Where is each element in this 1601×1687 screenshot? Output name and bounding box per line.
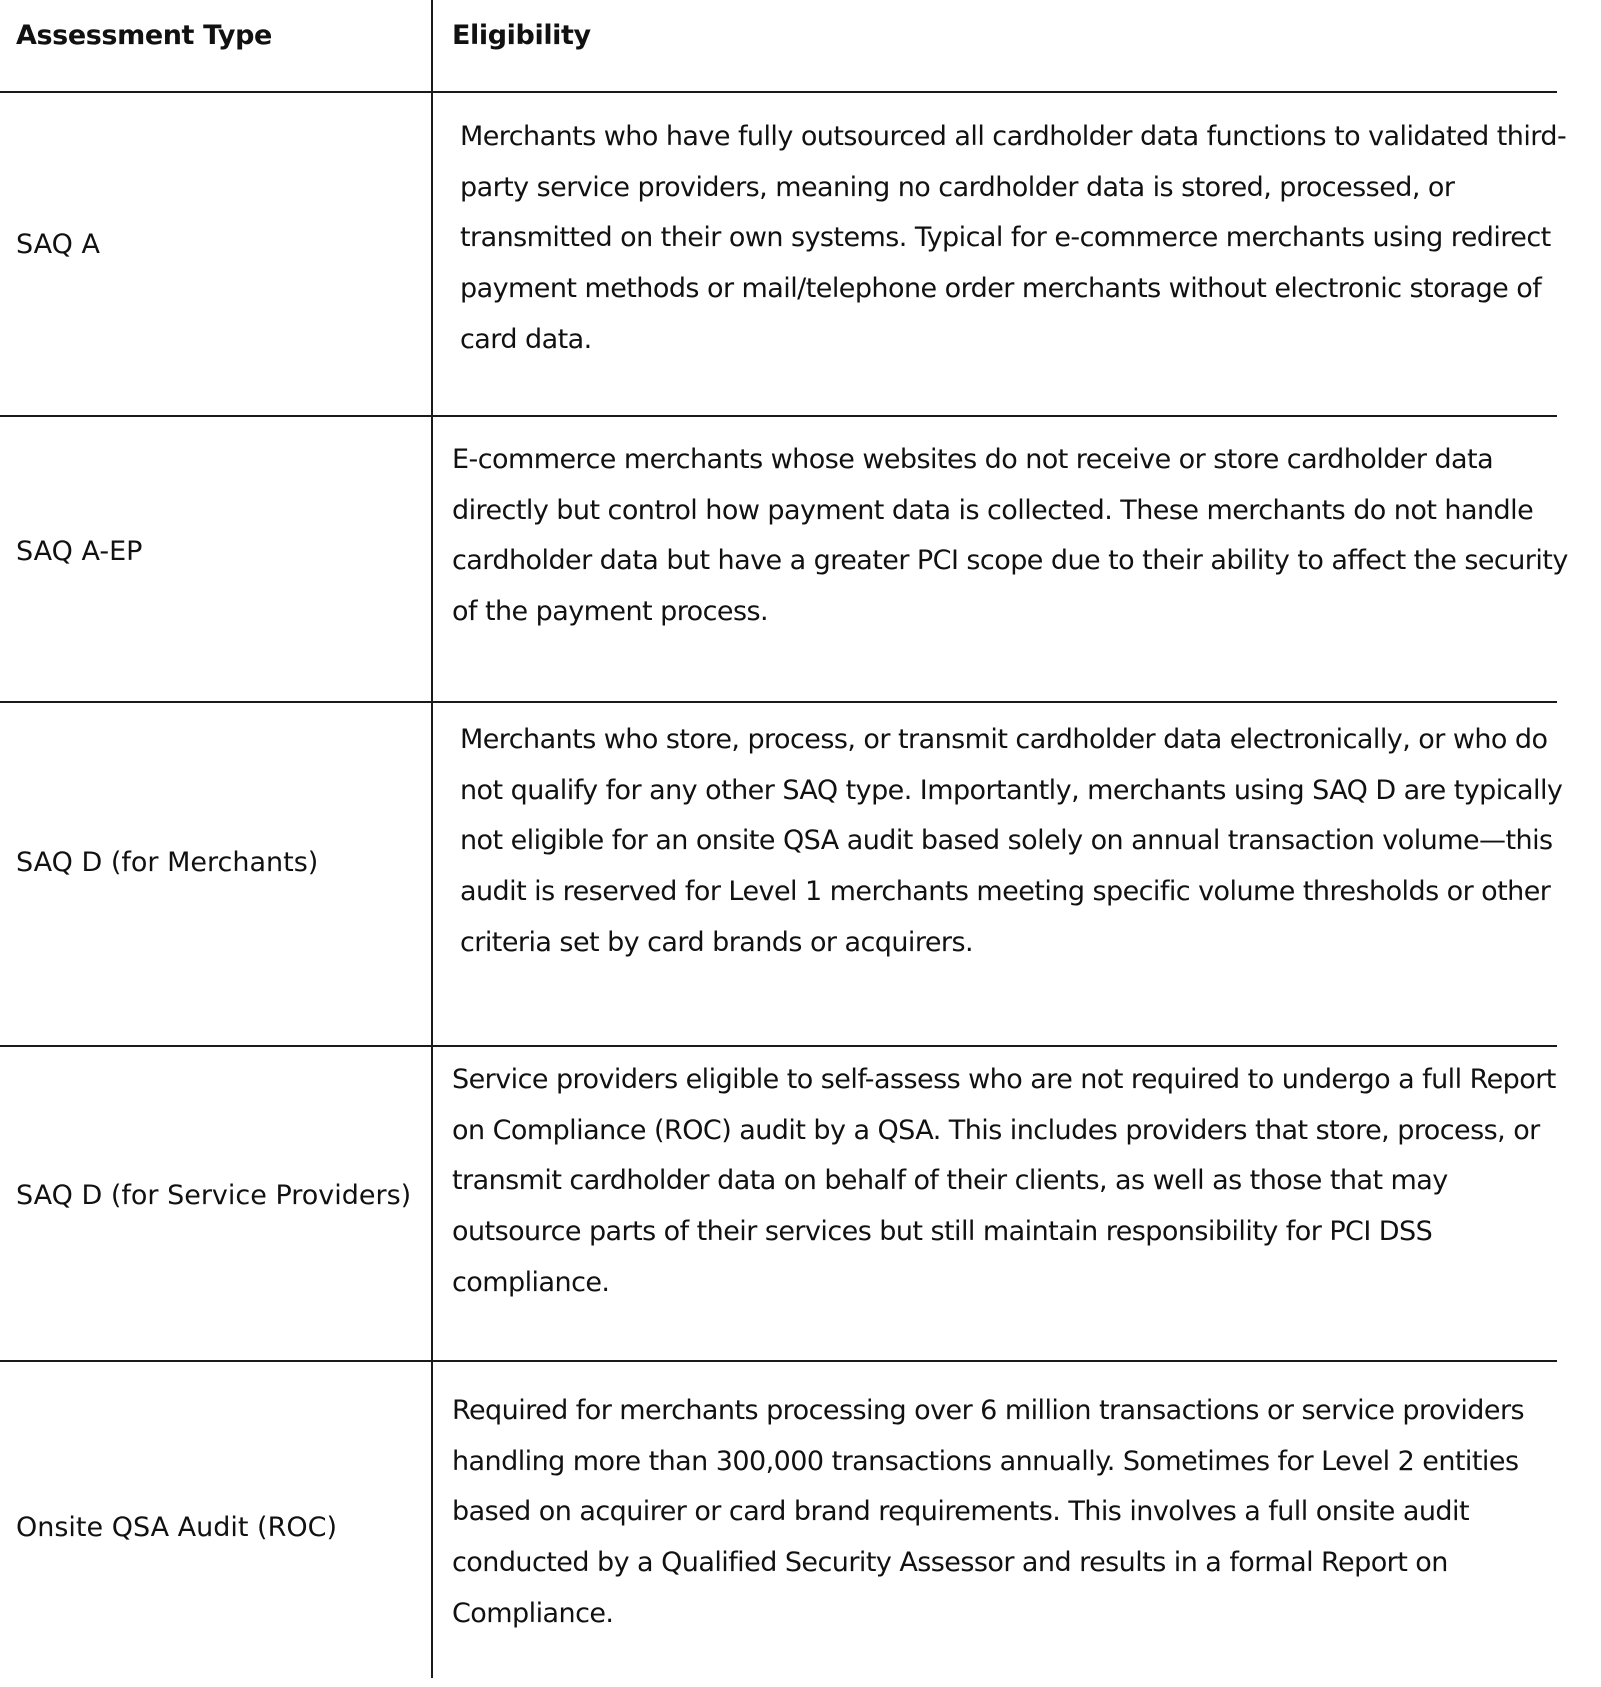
eligibility-cell: Service providers eligible to self-assess who are not required to undergo a full Report on Compliance (ROC) audit by a QSA. This includes providers that store, process, or transmit cardholder data on behalf of their clients, as well as those that may outsource parts of their services but still maintain responsibility for PCI DSS compliance.	[452, 1064, 1556, 1298]
table-row	[0, 417, 1568, 703]
assessment-type-cell: SAQ D (for Service Providers)	[16, 1180, 412, 1211]
table-row	[0, 1047, 1557, 1362]
header-eligibility: Eligibility	[452, 20, 591, 51]
assessment-type-cell: Onsite QSA Audit (ROC)	[16, 1512, 337, 1543]
table-header-row	[0, 0, 1557, 93]
assessment-type-cell: SAQ D (for Merchants)	[16, 847, 319, 878]
header-assessment-type: Assessment Type	[16, 20, 272, 51]
table-row	[0, 703, 1563, 1047]
eligibility-cell: Merchants who store, process, or transmit cardholder data electronically, or who do not qualify for any other SAQ type. Importantly, merchants using SAQ D are typically not eligible for an onsite QSA audit based solely on annual transaction volume—this audit is reserved for Level 1 merchants meeting specific volume thresholds or other criteria set by card brands or acquirers.	[460, 724, 1563, 958]
column-divider	[431, 0, 433, 1678]
assessment-type-cell: SAQ A	[16, 229, 100, 260]
table-row	[0, 93, 1567, 417]
eligibility-cell: E-commerce merchants whose websites do not receive or store cardholder data directly but control how payment data is collected. These merchants do not handle cardholder data but have a greater PCI scope due to their ability to affect the security of the payment process.	[452, 444, 1568, 628]
eligibility-cell: Merchants who have fully outsourced all cardholder data functions to validated third-party service providers, meaning no cardholder data is stored, processed, or transmitted on their own systems. Typical for e-commerce merchants using redirect payment methods or mail/telephone order merchants without electronic storage of card data.	[460, 121, 1567, 355]
eligibility-cell: Required for merchants processing over 6 million transactions or service providers handling more than 300,000 transactions annually. Sometimes for Level 2 entities based on acquirer or card brand requirements. This involves a full onsite audit conducted by a Qualified Security Assessor and results in a formal Report on Compliance.	[452, 1395, 1525, 1629]
assessment-type-cell: SAQ A-EP	[16, 536, 143, 567]
table-row	[0, 1362, 1557, 1678]
